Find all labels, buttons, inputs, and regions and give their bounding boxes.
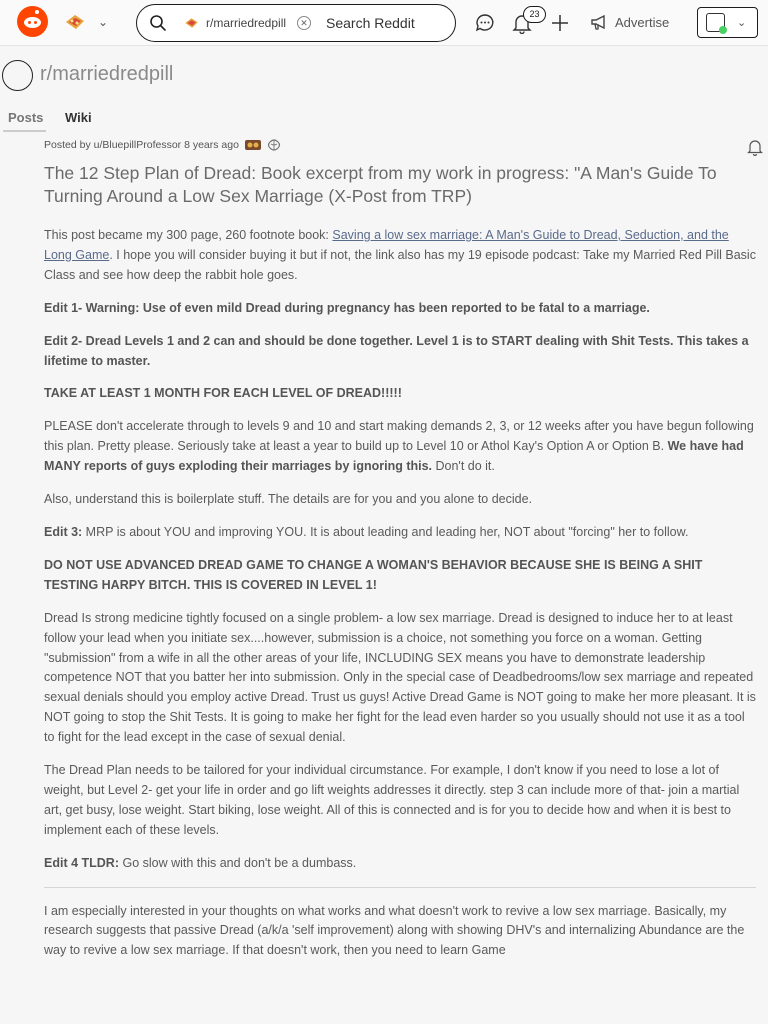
user-menu-button[interactable] — [697, 7, 758, 38]
community-emoji-icon — [64, 12, 86, 32]
chat-icon[interactable] — [474, 12, 496, 34]
online-status-dot — [719, 26, 727, 34]
bell-icon[interactable] — [746, 138, 764, 156]
post-title[interactable]: The 12 Step Plan of Dread: Book excerpt from my work in progress: "A Man's Guide To Turning Around a Low Sex Marriage (X-Post from TRP) — [44, 163, 717, 206]
top-navigation-bar — [0, 0, 768, 46]
tab-posts[interactable]: Posts — [8, 110, 44, 125]
brain-flair-icon — [267, 138, 281, 152]
post-body — [44, 226, 756, 974]
intro-paragraph — [44, 226, 756, 286]
intro-text: This post became my 300 page, 260 footnote book: — [44, 228, 333, 242]
close-icon[interactable]: ✕ — [297, 16, 311, 30]
user-flair-icon — [244, 138, 262, 152]
subreddit-name[interactable]: r/marriedredpill — [40, 63, 174, 85]
closing-paragraph: I am especially interested in your thoughts on what works and what doesn't work to revive a low sex marriage. Basically, my research suggests that passive Dread (a/k/a 'self improvement) along with showing DHV's and internalizing Abundance are the way to revive a low sex marriage. If that doesn't work, then you need to learn Game — [44, 903, 745, 958]
community-chip-emoji-icon — [184, 16, 199, 30]
plus-icon[interactable] — [549, 12, 571, 34]
intro-text-continued: . I hope you will consider buying it but if not, the link also has my 19 episode podcast: Take my Married Red Pill Basic Class and see how deep the rabbit hole goes. — [44, 247, 756, 282]
edit-2-text: Edit 2- Dread Levels 1 and 2 can and should be done together. Level 1 is to START dealing with Shit Tests. This takes a lifetime to master. — [44, 333, 749, 368]
post-meta — [44, 138, 281, 156]
advertise-label: Advertise — [615, 15, 670, 30]
chevron-down-icon: ⌄ — [737, 17, 747, 29]
please-text: PLEASE don't accelerate through to levels 9 and 10 and start making demands 2, 3, or 12 weeks after you have begun following this plan. Pretty please. Seriously take at least a year to build up to Level 10 or Athol Kay's Option A or Option B. — [44, 419, 754, 454]
please-text-end: Don't do it. — [432, 459, 495, 474]
edit-2-paragraph — [44, 332, 756, 372]
community-switcher[interactable] — [62, 9, 118, 37]
edit-3-text: MRP is about YOU and improving YOU. It is about leading and leading her, NOT about "forcing" her to follow. — [82, 524, 689, 539]
book-link[interactable]: Saving a low sex marriage: A Man's Guide to Dread, Seduction, and the Long Game — [44, 228, 729, 262]
please-bold-text: We have had MANY reports of guys exploding their marriages by ignoring this. — [44, 439, 744, 474]
search-bar[interactable] — [136, 4, 456, 42]
please-paragraph — [44, 417, 756, 477]
chevron-down-icon: ⌄ — [98, 15, 109, 29]
edit-1-text: Edit 1- Warning: Use of even mild Dread during pregnancy has been reported to be fatal to a marriage. — [44, 300, 650, 315]
month-warning-text: TAKE AT LEAST 1 MONTH FOR EACH LEVEL OF DREAD!!!!! — [44, 386, 402, 401]
edit-4-text: Go slow with this and don't be a dumbass. — [119, 855, 357, 870]
post-author-time[interactable]: Posted by u/BluepillProfessor 8 years ago — [44, 138, 239, 151]
edit-4-paragraph — [44, 854, 756, 874]
megaphone-icon — [590, 13, 610, 31]
search-input[interactable]: Search Reddit — [326, 15, 415, 31]
reddit-logo-icon[interactable] — [17, 6, 48, 37]
plan-paragraph: The Dread Plan needs to be tailored for your individual circumstance. For example, I don't know if you need to lose a lot of weight, but Level 2- get your life in order and go lift weights addresses it directly. step 3 can include more of that- join a martial art, get busy, lose weight. Start biking, lose weight. All of this is connected and is for you to decide how and when it is best to implement each of these levels. — [44, 763, 740, 837]
edit-1-paragraph — [44, 299, 756, 319]
caps-warning-paragraph — [44, 556, 756, 596]
notification-badge: 23 — [523, 6, 546, 23]
month-warning-paragraph — [44, 384, 756, 404]
edit-4-label: Edit 4 TLDR: — [44, 855, 119, 870]
boilerplate-paragraph: Also, understand this is boilerplate stuff. The details are for you and you alone to decide. — [44, 492, 533, 507]
search-community-chip: r/marriedredpill — [206, 16, 287, 30]
tab-wiki[interactable]: Wiki — [65, 110, 92, 125]
caps-warning-text: DO NOT USE ADVANCED DREAD GAME TO CHANGE A WOMAN'S BEHAVIOR BECAUSE SHE IS BEING A SHIT TESTING HARPY BITCH. THIS IS COVERED IN LEVEL 1! — [44, 557, 703, 592]
dread-paragraph: Dread Is strong medicine tightly focused on a single problem- a low sex marriage. Dread is designed to induce her to at least follow your lead when you initiate sex....however, submission is a choice, not something you force on a woman. Getting "submission" from a wife in all the other areas of your life, INCLUDING SEX means you have to demonstrate leadership competence NOT that you batter her into submission. Only in the special case of Deadbedrooms/low sex marriage and repeated sexual denials should you employ active Dread. Trust us guys! Active Dread Game is NOT going to make her more pleasant. It is NOT going to stop the Shit Tests. It is going to make her fight for the lead even harder so you usually should not use it as a tool to fight for the lead except in the case of sexual denial. — [44, 610, 756, 745]
search-icon — [149, 14, 167, 32]
subreddit-avatar[interactable] — [2, 60, 33, 91]
edit-3-label: Edit 3: — [44, 524, 83, 539]
horizontal-rule — [44, 887, 756, 888]
edit-3-paragraph — [44, 523, 756, 543]
active-tab-indicator — [3, 130, 46, 132]
